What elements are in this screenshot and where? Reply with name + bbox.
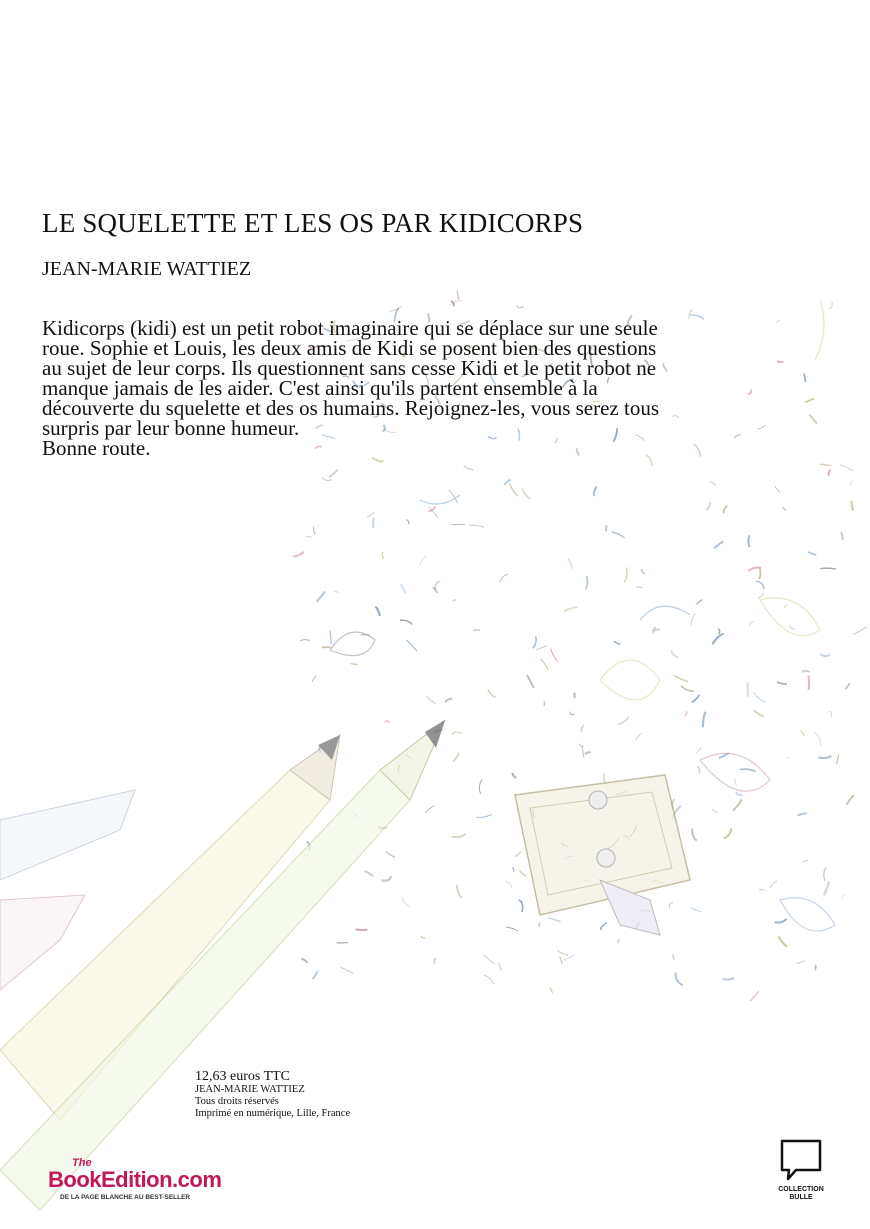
pencil-shaving xyxy=(733,799,742,810)
speech-bubble-icon xyxy=(779,1138,823,1182)
pencil-shaving xyxy=(330,631,331,645)
pencil-shaving xyxy=(464,466,473,470)
book-title: LE SQUELETTE ET LES OS PAR KIDICORPS xyxy=(42,208,584,238)
pencil-shaving xyxy=(786,758,790,759)
pencil-shaving xyxy=(692,694,700,702)
pencil-shaving xyxy=(341,967,354,973)
pencil-shaving xyxy=(537,646,548,650)
pencil-shaving xyxy=(758,593,763,598)
pencil-shaving xyxy=(820,464,831,466)
pencil-shaving xyxy=(718,629,720,634)
pencil-shaving xyxy=(421,936,425,938)
pencil-shaving xyxy=(723,506,727,513)
pencil-shaving xyxy=(618,939,620,943)
pencil-shaving xyxy=(735,779,737,785)
pencil-shaving xyxy=(740,769,756,771)
pencil-shaving xyxy=(840,465,854,472)
pencil-shaving xyxy=(322,647,331,648)
pencil-shaving xyxy=(533,636,536,648)
pencil-shaving xyxy=(351,664,358,665)
pencil-shaving xyxy=(691,908,701,912)
pencil-shaving xyxy=(689,310,693,319)
pencil-shaving xyxy=(782,507,785,511)
pencil-shaving xyxy=(381,876,391,880)
pencil-shaving xyxy=(457,291,459,300)
pencil-shaving xyxy=(512,773,516,778)
pencil-shaving xyxy=(674,676,688,682)
pencil-shaving xyxy=(824,867,826,880)
pencil-shaving xyxy=(557,950,568,955)
rights-notice: Tous droits réservés xyxy=(195,1096,279,1107)
pencil-shaving xyxy=(499,962,502,970)
pencil-shaving xyxy=(453,600,457,602)
pencil-shaving xyxy=(748,389,751,394)
pencil-shaving xyxy=(612,532,625,538)
pencil-shaving xyxy=(637,587,642,588)
pencil-shaving xyxy=(692,828,697,840)
pencil-shaving xyxy=(539,923,540,927)
pencil-shaving xyxy=(712,634,723,645)
pencil-shaving xyxy=(724,828,731,838)
pencil-shaving xyxy=(402,897,409,907)
pencil-shaving xyxy=(314,527,316,535)
pencil-shaving xyxy=(636,733,641,740)
book-blurb xyxy=(42,318,662,458)
pencil-shaving xyxy=(798,813,807,815)
pencil-shaving xyxy=(821,568,836,569)
pencil-shaving xyxy=(560,956,563,964)
pencil-shaving xyxy=(712,809,718,813)
pencil-shaving xyxy=(301,959,307,964)
pencil-shaving xyxy=(753,692,765,702)
pencil-shaving xyxy=(697,600,703,605)
pencil-shaving xyxy=(512,867,514,872)
pencil-shaving xyxy=(606,526,607,532)
pencil-shaving xyxy=(693,444,700,457)
publisher-tagline: DE LA PAGE BLANCHE AU BEST-SELLER xyxy=(60,1194,191,1201)
pencil-shaving xyxy=(386,851,395,857)
pencil-shaving xyxy=(451,834,465,837)
pencil-shaving xyxy=(775,919,787,923)
pencil-shaving xyxy=(382,552,383,559)
pencil-shaving xyxy=(312,676,316,682)
pencil-shaving xyxy=(334,591,339,594)
pencil-shaving xyxy=(367,512,375,517)
pencil-shaving xyxy=(775,486,780,492)
pencil-shaving xyxy=(617,717,629,725)
pencil-shaving xyxy=(770,881,777,888)
pencil-shaving xyxy=(484,975,494,984)
pencil-shaving xyxy=(663,363,667,372)
pencil-green-icon xyxy=(0,720,445,1210)
pencil-shaving xyxy=(434,959,436,965)
pencil-shaving xyxy=(673,954,675,960)
pencil-shaving xyxy=(837,755,839,764)
pencil-sharpener-icon xyxy=(515,775,690,935)
pencil-shaving xyxy=(706,502,710,510)
pencil-shaving xyxy=(842,895,844,899)
pencil-shaving xyxy=(420,555,426,565)
pencil-shaving xyxy=(759,889,765,890)
pencil-shaving xyxy=(734,434,741,438)
pencil-shaving xyxy=(803,861,808,862)
pencil-shaving xyxy=(519,900,523,912)
pencil-shaving xyxy=(505,881,512,889)
pencil-shaving xyxy=(801,730,804,735)
pencil-shaving xyxy=(759,568,761,579)
pencil-shaving xyxy=(313,971,318,979)
pencil-shaving xyxy=(685,712,688,717)
pencil-shaving xyxy=(373,518,374,528)
colophon-author: JEAN-MARIE WATTIEZ xyxy=(195,1084,305,1095)
pencil-shaving xyxy=(372,458,383,462)
pencil-shaving xyxy=(406,520,408,524)
pencil-shaving xyxy=(355,929,367,930)
pencil-shaving xyxy=(406,640,417,651)
pencil-shaving xyxy=(400,620,412,625)
pencil-shaving xyxy=(829,470,831,476)
blurb-closing: Bonne route. xyxy=(42,436,151,460)
collection-label-2: BULLE xyxy=(789,1194,813,1201)
pencil-shaving xyxy=(477,815,493,818)
pencil-shaving xyxy=(748,535,750,547)
pencil-shaving xyxy=(714,541,723,548)
pencil-shaving xyxy=(453,753,458,762)
pencil-shaving xyxy=(824,882,829,896)
pencil-shaving xyxy=(550,988,552,994)
blurb-paragraph: Kidicorps (kidi) est un petit robot imaginaire qui se déplace sur une seule roue. Sophie et Louis, les deux amis de Kidi se posent bien des questions au sujet de leur corps. Ils questionnent sans cesse Kidi et le petit robot ne manque jamais de les aider. C'est ainsi qu'ils partent ensemble à la découverte du squelette et des os humains. Rejoignez-les, vous serez tous surpris par leur bonne humeur. xyxy=(42,316,659,440)
pencil-shaving xyxy=(527,675,534,688)
pencil-shaving xyxy=(523,488,530,499)
pencil-shaving xyxy=(452,732,463,734)
pencil-shaving xyxy=(322,478,332,481)
pencil-shaving xyxy=(697,747,702,753)
pencil-shaving xyxy=(711,481,716,485)
pencil-shaving xyxy=(541,659,548,671)
pencil-shaving xyxy=(703,712,706,727)
pencil-shaving xyxy=(750,991,759,1001)
pencil-shaving xyxy=(569,559,573,569)
pencil-shaving xyxy=(814,732,821,746)
pencil-shaving xyxy=(375,607,380,616)
pencil-shaving xyxy=(483,955,495,964)
pencil-shaving xyxy=(779,936,787,946)
pencil-shaving xyxy=(329,470,338,478)
pencil-shaving xyxy=(506,927,518,931)
pencil-shaving xyxy=(469,525,484,528)
pencil-shaving xyxy=(777,682,787,684)
pencil-shaving xyxy=(510,483,518,496)
pencil-shaving xyxy=(851,501,853,511)
pencil-shaving xyxy=(305,537,311,538)
pencil-shaving xyxy=(570,712,575,715)
pencil-shaving xyxy=(806,399,815,403)
pencil-shaving xyxy=(808,552,816,555)
pencil-shaving xyxy=(427,696,435,704)
pencil-shaving xyxy=(681,686,694,691)
pencil-shaving xyxy=(642,569,645,573)
pencil-shaving xyxy=(803,671,810,673)
pencil-shaving xyxy=(697,767,699,774)
pencil-shaving xyxy=(797,961,805,964)
pencil-shaving xyxy=(690,315,704,319)
pencil-shaving xyxy=(425,806,434,813)
pencil-shaving xyxy=(551,649,558,662)
pencil-shaving xyxy=(809,676,810,690)
pencil-shaving xyxy=(579,744,582,748)
pencil-shaving xyxy=(841,532,843,540)
colophon xyxy=(195,1070,350,1120)
pencil-shaving xyxy=(723,978,734,980)
pencil-shaving xyxy=(675,973,682,986)
pencil-shaving xyxy=(544,701,545,706)
pencil-shaving xyxy=(601,923,607,930)
pencil-shaving xyxy=(753,710,764,717)
pencil-shaving xyxy=(317,591,326,601)
pencil-shaving xyxy=(294,552,304,556)
pencil-shaving xyxy=(517,305,523,308)
pencil-shaving xyxy=(473,630,480,631)
pencil-shaving xyxy=(389,306,402,311)
pencil-shaving xyxy=(829,301,832,308)
pencil-shaving xyxy=(564,607,577,611)
pencil-shaving xyxy=(670,903,673,909)
pencil-shaving xyxy=(820,654,829,656)
pencil-shaving xyxy=(652,627,655,631)
pencil-shaving xyxy=(479,780,482,794)
pencil-shaving xyxy=(445,699,452,703)
pencil-shaving xyxy=(594,486,597,496)
pencil-shaving xyxy=(385,721,389,723)
pencil-shaving xyxy=(583,745,584,757)
pencil-shaving xyxy=(691,613,696,625)
collection-label-1: COLLECTION xyxy=(778,1186,824,1193)
pencil-shaving xyxy=(804,373,806,382)
pencil-shaving xyxy=(401,584,406,593)
pencil-shaving xyxy=(829,711,831,716)
pencil-shaving xyxy=(435,581,440,590)
pencil-shaving xyxy=(756,581,764,589)
pencil-shaving xyxy=(586,576,588,590)
pencil-shaving xyxy=(581,726,584,733)
pencil-shaving xyxy=(749,622,753,625)
pencil-shaving xyxy=(520,870,527,876)
pencil-shaving xyxy=(810,415,817,424)
pencil-shaving xyxy=(850,481,851,486)
pencil-shaving xyxy=(790,625,795,629)
price: 12,63 euros TTC xyxy=(195,1069,291,1084)
pencil-shaving xyxy=(818,756,831,758)
pencil-shaving xyxy=(758,425,765,429)
pencil-shaving xyxy=(488,690,496,698)
pencil-shaving xyxy=(736,792,742,796)
collection-logo xyxy=(778,1138,824,1202)
book-author: JEAN-MARIE WATTIEZ xyxy=(42,258,252,280)
pencil-shaving xyxy=(671,650,678,658)
pencil-shaving xyxy=(854,627,868,635)
pencil-shaving xyxy=(365,871,374,877)
pencil-shaving xyxy=(549,918,561,922)
pencil-shaving xyxy=(585,752,590,754)
pencil-shaving xyxy=(846,795,854,805)
pencil-shaving xyxy=(776,320,780,322)
pencil-shaving xyxy=(457,885,462,898)
pencil-shaving xyxy=(815,965,816,970)
pencil-shaving xyxy=(784,606,788,609)
publisher-name: BookEdition.com xyxy=(48,1167,222,1192)
pencil-shaving xyxy=(673,415,679,418)
pencil-shaving xyxy=(300,639,310,641)
pencil-shaving xyxy=(500,574,508,582)
pencil-shaving xyxy=(846,683,850,689)
pencil-shaving xyxy=(563,955,575,960)
pencil-shaving xyxy=(614,641,620,644)
pencil-shaving xyxy=(624,567,627,582)
printing-notice: Imprimé en numérique, Lille, France xyxy=(195,1108,351,1119)
publisher-prefix: The xyxy=(72,1157,92,1169)
pencil-shaving xyxy=(515,852,521,856)
